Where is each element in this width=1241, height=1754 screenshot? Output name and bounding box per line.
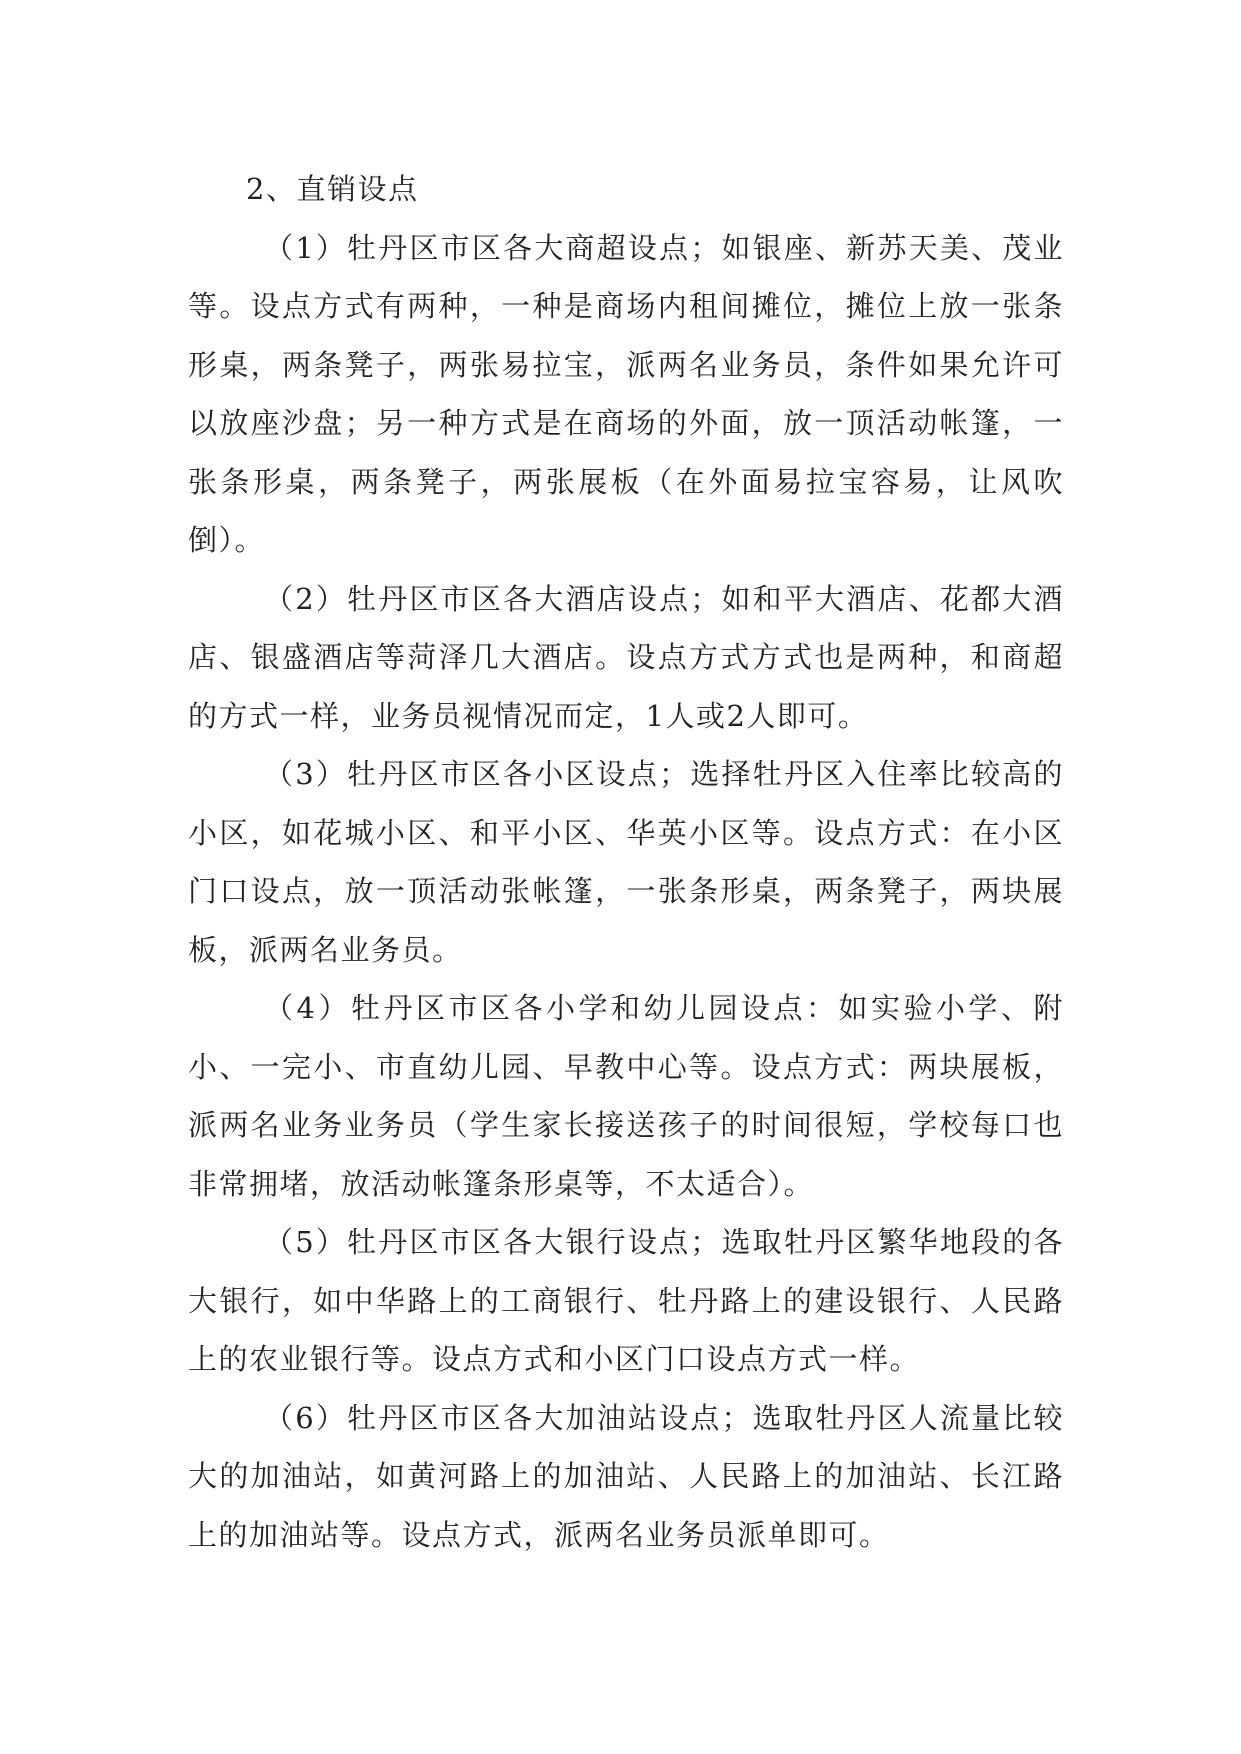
paragraph-residential-communities: （3）牡丹区市区各小区设点；选择牡丹区入住率比较高的小区，如花城小区、和平小区、华英小区等。设点方式：在小区门口设点，放一顶活动张帐篷，一张条形桌，两条凳子，两块展板，派两名业务员。 — [188, 757, 1064, 967]
paragraph-shopping-malls: （1）牡丹区市区各大商超设点；如银座、新苏天美、茂业等。设点方式有两种，一种是商场内租间摊位，摊位上放一张条形桌，两条凳子，两张易拉宝，派两名业务员，条件如果允许可以放座沙盘；另一种方式是在商场的外面，放一顶活动帐篷，一张条形桌，两条凳子，两张展板（在外面易拉宝容易，让风吹倒）。 — [188, 230, 1064, 557]
paragraph-hotels: （2）牡丹区市区各大酒店设点；如和平大酒店、花都大酒店、银盛酒店等菏泽几大酒店。设点方式方式也是两种，和商超的方式一样，业务员视情况而定，1人或2人即可。 — [188, 581, 1064, 733]
section-heading: 2、直销设点 — [246, 172, 419, 206]
paragraph-banks: （5）牡丹区市区各大银行设点；选取牡丹区繁华地段的各大银行，如中华路上的工商银行、牡丹路上的建设银行、人民路上的农业银行等。设点方式和小区门口设点方式一样。 — [188, 1225, 1064, 1376]
paragraph-gas-stations: （6）牡丹区市区各大加油站设点；选取牡丹区人流量比较大的加油站，如黄河路上的加油站、人民路上的加油站、长江路上的加油站等。设点方式，派两名业务员派单即可。 — [188, 1400, 1064, 1552]
document-body — [188, 160, 1064, 1564]
paragraph-schools-kindergartens: （4）牡丹区市区各小学和幼儿园设点：如实验小学、附小、一完小、市直幼儿园、早教中心等。设点方式：两块展板，派两名业务业务员（学生家长接送孩子的时间很短，学校每口也非常拥堵，放活动帐篷条形桌等，不太适合）。 — [188, 991, 1064, 1201]
